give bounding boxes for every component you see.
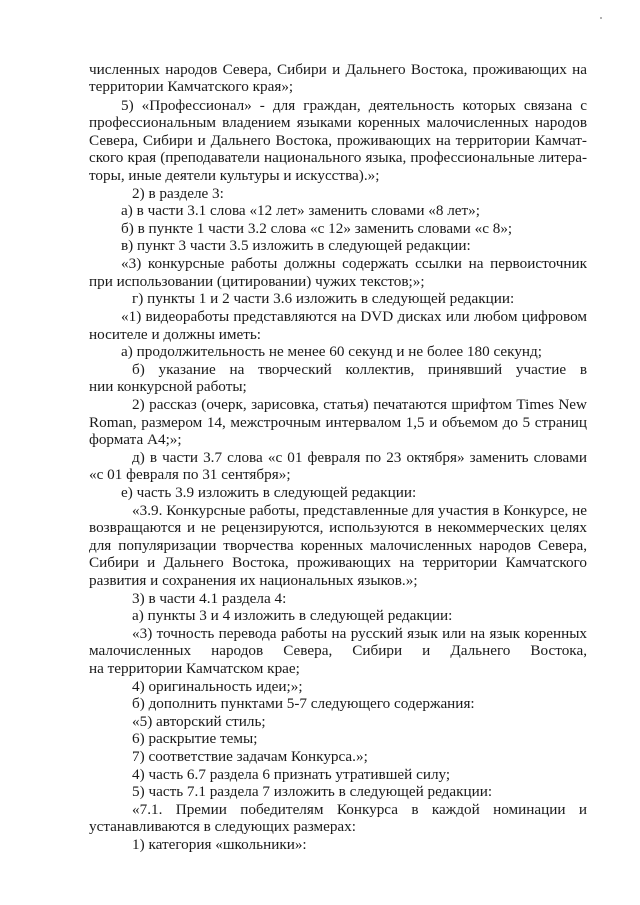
text-line: «7.1. Премии победителям Конкурса в каждой номинации и: [132, 801, 587, 818]
text-line: Севера, Сибири и Дальнего Востока, проживающих на территории Камчат-: [89, 132, 587, 149]
text-line: «1) видеоработы представляются на DVD дисках или любом цифровом: [121, 308, 587, 325]
text-line: 7) соответствие задачам Конкурса.»;: [132, 748, 368, 765]
text-line: 5) «Профессионал» - для граждан, деятельность которых связана с: [121, 97, 587, 114]
scan-dot: [600, 17, 602, 19]
text-line: «3) конкурсные работы должны содержать ссылки на первоисточник: [121, 255, 587, 272]
text-line: в) пункт 3 части 3.5 изложить в следующей редакции:: [121, 237, 471, 254]
text-line: 5) часть 7.1 раздела 7 изложить в следующей редакции:: [132, 783, 493, 800]
text-line: «3) точность перевода работы на русский язык или на язык коренных: [132, 625, 587, 642]
text-line: малочисленных народов Севера, Сибири и Дальнего Востока,: [89, 642, 587, 659]
text-line: территории Камчатского края»;: [89, 78, 294, 95]
text-line: а) в части 3.1 слова «12 лет» заменить словами «8 лет»;: [121, 202, 480, 219]
text-line: «3.9. Конкурсные работы, представленные для участия в Конкурсе, не: [132, 502, 587, 519]
text-line: Roman, размером 14, межстрочным интервалом 1,5 и объемом до 5 страниц: [89, 414, 587, 431]
text-line: устанавливаются в следующих размерах:: [89, 818, 356, 835]
text-line: б) дополнить пунктами 5-7 следующего содержания:: [132, 695, 475, 712]
text-line: «5) авторский стиль;: [132, 713, 266, 730]
text-line: е) часть 3.9 изложить в следующей редакции:: [121, 484, 417, 501]
text-line: для популяризации творчества коренных малочисленных народов Севера,: [89, 537, 587, 554]
text-line: 3) в части 4.1 раздела 4:: [132, 590, 287, 607]
text-line: при использовании (цитировании) чужих текстов;»;: [89, 273, 425, 290]
text-line: торы, иные деятели культуры и искусства).»;: [89, 167, 380, 184]
text-line: формата А4;»;: [89, 431, 182, 448]
text-line: 6) раскрытие темы;: [132, 730, 258, 747]
text-line: г) пункты 1 и 2 части 3.6 изложить в следующей редакции:: [132, 290, 515, 307]
text-line: «с 01 февраля по 31 сентября»;: [89, 466, 291, 483]
text-line: д) в части 3.7 слова «с 01 февраля по 23 октября» заменить словами: [132, 449, 587, 466]
text-line: 4) оригинальность идеи;»;: [132, 678, 303, 695]
text-line: нии конкурсной работы;: [89, 378, 247, 395]
text-line: 2) рассказ (очерк, зарисовка, статья) печатаются шрифтом Times New: [132, 396, 587, 413]
text-line: профессиональным владением языками коренных малочисленных народов: [89, 114, 587, 131]
text-line: 1) категория «школьники»:: [132, 836, 307, 853]
text-line: б) указание на творческий коллектив, принявший участие в: [132, 361, 587, 378]
text-line: 4) часть 6.7 раздела 6 признать утратившей силу;: [132, 766, 451, 783]
text-line: Сибири и Дальнего Востока, проживающих на территории Камчатского: [89, 554, 587, 571]
text-line: б) в пункте 1 части 3.2 слова «с 12» заменить словами «с 8»;: [121, 220, 513, 237]
text-line: численных народов Севера, Сибири и Дальнего Востока, проживающих на: [89, 61, 587, 78]
text-line: возвращаются и не рецензируются, используются в некоммерческих целях: [89, 519, 587, 536]
text-line: а) пункты 3 и 4 изложить в следующей редакции:: [132, 607, 453, 624]
text-line: носителе и должны иметь:: [89, 326, 261, 343]
section-heading: 2) в разделе 3:: [132, 185, 224, 202]
text-line: а) продолжительность не менее 60 секунд и не более 180 секунд;: [121, 343, 543, 360]
text-line: на территории Камчатском крае;: [89, 660, 300, 677]
text-line: ского края (преподаватели национального языка, профессиональные литера-: [89, 149, 587, 166]
text-line: развития и сохранения их национальных языков.»;: [89, 572, 418, 589]
